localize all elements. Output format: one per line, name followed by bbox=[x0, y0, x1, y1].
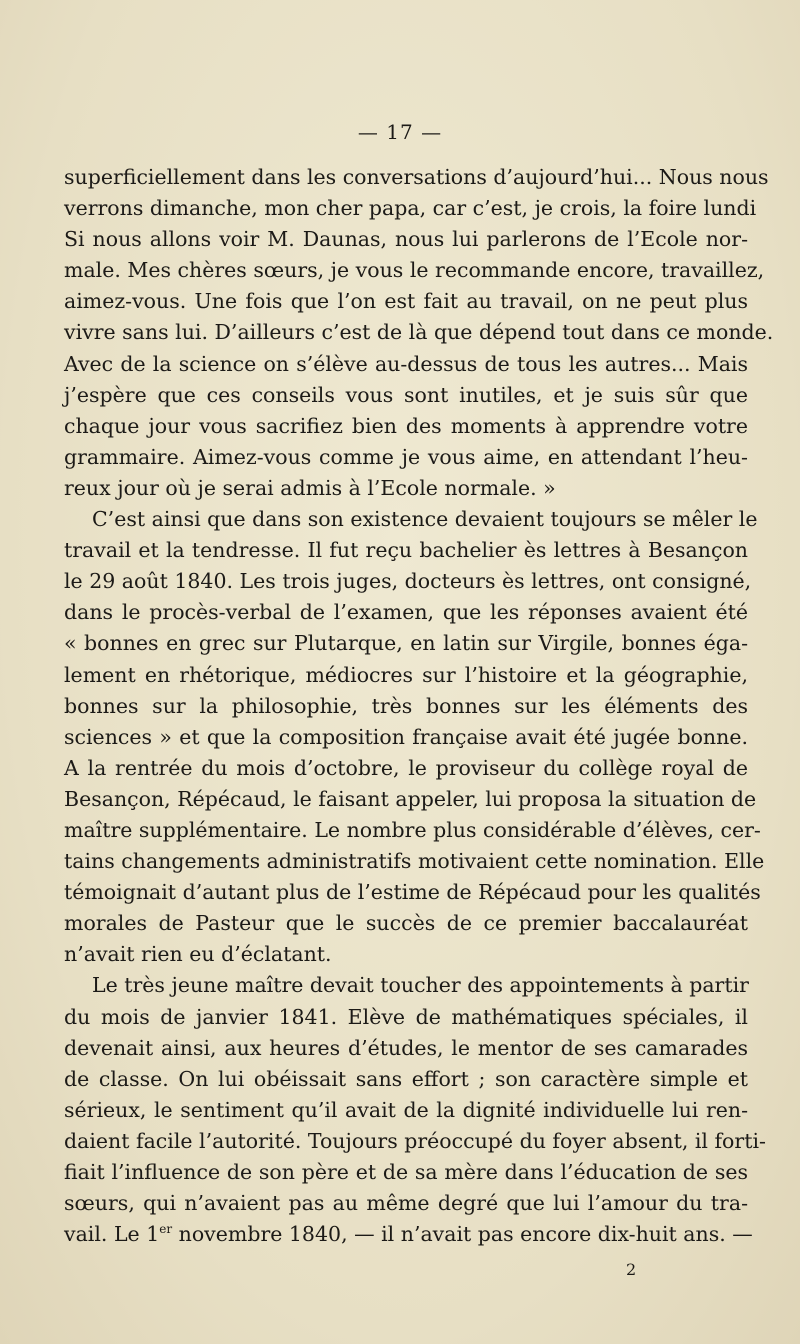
text-line: sœurs, qui n’avaient pas au même degré que lui l’amour du tra- bbox=[64, 1191, 748, 1216]
text-line: sérieux, le sentiment qu’il avait de la dignité individuelle lui ren- bbox=[64, 1097, 748, 1122]
text-line: reux jour où je serai admis à l’Ecole normale. » bbox=[64, 475, 556, 500]
text-fragment: vail. Le 1 bbox=[64, 1222, 160, 1247]
text-line: lement en rhétorique, médiocres sur l’histoire et la géographie, bbox=[64, 662, 748, 687]
text-line: fiait l’influence de son père et de sa mère dans l’éducation de ses bbox=[64, 1160, 748, 1184]
text-line: chaque jour vous sacrifiez bien des moments à apprendre votre bbox=[64, 413, 748, 438]
text-line: vivre sans lui. D’ailleurs c’est de là que dépend tout dans ce monde. bbox=[64, 320, 774, 345]
text-line: tains changements administratifs motivaient cette nomination. Elle bbox=[64, 849, 765, 874]
text-line: témoignait d’autant plus de l’estime de Répécaud pour les qualités bbox=[64, 880, 761, 905]
text-line: maître supplémentaire. Le nombre plus considérable d’élèves, cer- bbox=[64, 817, 761, 842]
text-line: Le très jeune maître devait toucher des appointements à partir bbox=[92, 973, 749, 998]
text-line: Si nous allons voir M. Daunas, nous lui parlerons de l’Ecole nor- bbox=[64, 227, 748, 252]
text-line: sciences » et que la composition française avait été jugée bonne. bbox=[64, 724, 748, 749]
text-line: daient facile l’autorité. Toujours préoccupé du foyer absent, il forti- bbox=[64, 1128, 766, 1153]
text-line: du mois de janvier 1841. Elève de mathématiques spéciales, il bbox=[64, 1004, 748, 1029]
text-line: n’avait rien eu d’éclatant. bbox=[64, 942, 332, 967]
text-line: « bonnes en grec sur Plutarque, en latin sur Virgile, bonnes éga- bbox=[64, 631, 748, 656]
text-line: C’est ainsi que dans son existence devaient toujours se mêler le bbox=[92, 507, 758, 532]
text-line: male. Mes chères sœurs, je vous le recommande encore, travaillez, bbox=[64, 258, 765, 283]
text-line: Avec de la science on s’élève au-dessus de tous les autres... Mais bbox=[64, 351, 748, 376]
text-line: aimez-vous. Une fois que l’on est fait au travail, on ne peut plus bbox=[64, 289, 748, 314]
text-line: travail et la tendresse. Il fut reçu bachelier ès lettres à Besançon bbox=[64, 538, 748, 563]
text-line: superficiellement dans les conversations d’aujourd’hui... Nous nous bbox=[64, 165, 769, 189]
text-line: le 29 août 1840. Les trois juges, docteurs ès lettres, ont consigné, bbox=[64, 569, 752, 594]
text-fragment: novembre 1840, — il n’avait pas encore dix-huit ans. — bbox=[172, 1222, 753, 1247]
body-text bbox=[64, 162, 774, 1250]
text-line: de classe. On lui obéissait sans effort ; son caractère simple et bbox=[64, 1066, 748, 1091]
superscript: er bbox=[159, 1222, 173, 1237]
text-line: Besançon, Répécaud, le faisant appeler, lui proposa la situation de bbox=[64, 786, 757, 811]
text-line: A la rentrée du mois d’octobre, le proviseur du collège royal de bbox=[64, 755, 748, 780]
text-line: devenait ainsi, aux heures d’études, le mentor de ses camarades bbox=[64, 1035, 748, 1060]
text-line-last bbox=[64, 1219, 753, 1250]
page-number: — 17 — bbox=[357, 120, 443, 144]
paragraph-master bbox=[64, 970, 766, 1250]
paragraph-letter bbox=[64, 162, 774, 504]
text-line: morales de Pasteur que le succès de ce premier baccalauréat bbox=[64, 911, 748, 936]
text-line: bonnes sur la philosophie, très bonnes sur les éléments des bbox=[64, 693, 748, 718]
signature-mark: 2 bbox=[626, 1260, 637, 1279]
text-line: verrons dimanche, mon cher papa, car c’est, je crois, la foire lundi bbox=[64, 196, 757, 221]
text-line: dans le procès-verbal de l’examen, que les réponses avaient été bbox=[64, 600, 748, 625]
paragraph-exam bbox=[64, 504, 765, 970]
text-line: j’espère que ces conseils vous sont inutiles, et je suis sûr que bbox=[64, 382, 748, 407]
text-line: grammaire. Aimez-vous comme je vous aime, en attendant l’heu- bbox=[64, 444, 748, 469]
